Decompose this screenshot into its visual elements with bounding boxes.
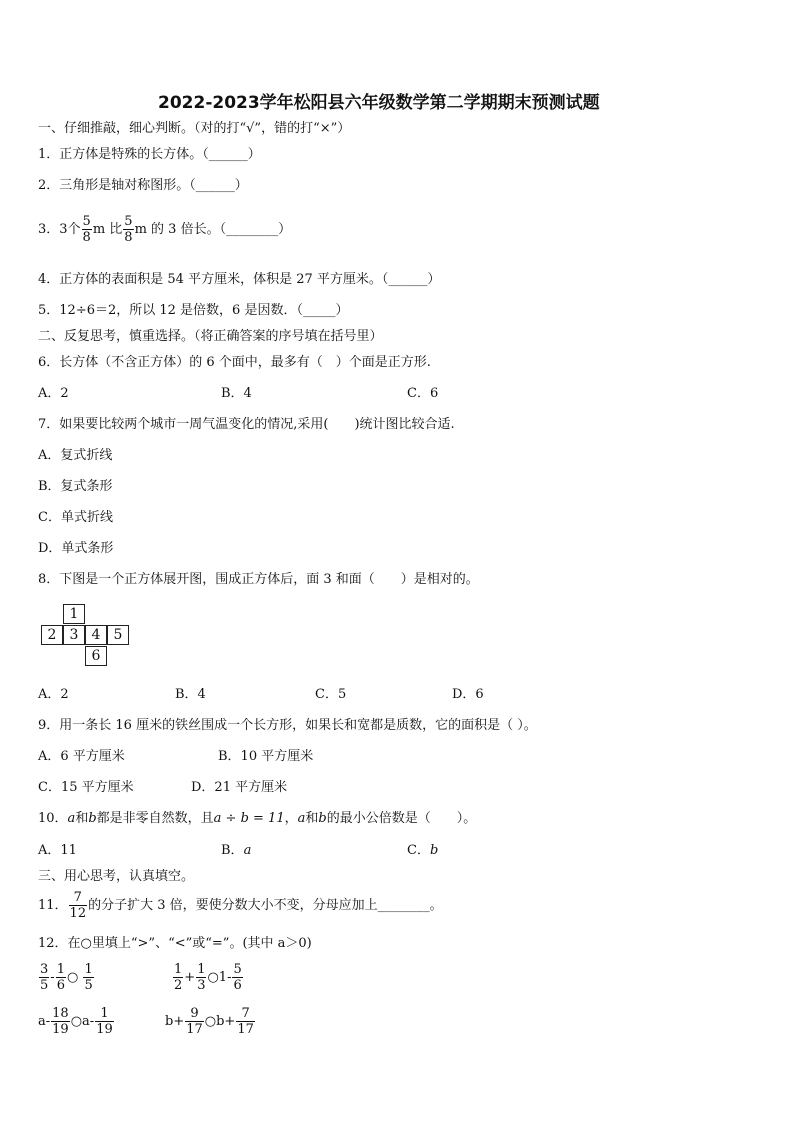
q10-option-b: B．a <box>221 843 252 858</box>
q6-option-a: A．2 <box>38 386 69 401</box>
q3-text-a: 3．3个 <box>38 222 81 237</box>
q12-expression-4: b+ $\frac{9}{17}$ ○b+ $\frac{7}{17}$ <box>165 1006 254 1037</box>
question-9: 9．用一条长 16 厘米的铁丝围成一个长方形，如果长和宽都是质数，它的面积是（ ）。 <box>38 718 537 733</box>
q12-expression-2: $\frac{1}{2}$ + $\frac{1}{3}$ ○1- $\frac{5}{6}$ <box>174 962 242 993</box>
section-3-heading: 三、用心思考，认真填空。 <box>38 869 195 884</box>
question-8: 8．下图是一个正方体展开图，围成正方体后，面 3 和面（ ）是相对的。 <box>38 572 479 587</box>
q8-option-a: A．2 <box>38 687 69 702</box>
section-1-heading: 一、仔细推敲，细心判断。（对的打“√”，错的打“×”） <box>38 121 351 136</box>
net-face: 6 <box>85 646 107 666</box>
question-5: 5．12÷6＝2，所以 12 是倍数，6 是因数．（_____） <box>38 303 349 318</box>
q9-option-b: B．10 平方厘米 <box>218 749 314 764</box>
question-4: 4．正方体的表面积是 54 平方厘米，体积是 27 平方厘米。（______） <box>38 272 441 287</box>
question-11: 11． $\frac{7}{12}$ 的分子扩大 3 倍，要使分数大小不变，分母应加上________。 <box>38 890 443 921</box>
q6-option-b: B．4 <box>221 386 252 401</box>
fraction: $\frac{5}{8}$ <box>82 214 91 245</box>
question-7: 7．如果要比较两个城市一周气温变化的情况,采用( )统计图比较合适. <box>38 417 455 432</box>
q8-option-d: D．6 <box>452 687 484 702</box>
q12-expression-3: a- $\frac{18}{19}$ ○a- $\frac{1}{19}$ <box>38 1006 113 1037</box>
q10-option-c: C．b <box>407 843 439 858</box>
q9-option-c: C．15 平方厘米 <box>38 780 134 795</box>
net-face: 2 <box>41 625 63 645</box>
q9-option-d: D．21 平方厘米 <box>191 780 288 795</box>
question-3 <box>38 214 291 245</box>
fraction: $\frac{5}{8}$ <box>124 214 133 245</box>
question-10: 10．a和b都是非零自然数，且a ÷ b = 11，a和b的最小公倍数是（ ）。 <box>38 811 477 826</box>
q10-option-a: A．11 <box>38 843 77 858</box>
net-face: 4 <box>85 625 107 645</box>
question-12: 12．在○里填上“>”、“<”或“=”。(其中 a＞0) <box>38 936 312 951</box>
cube-net-diagram <box>41 604 133 668</box>
q7-option-d: D．单式条形 <box>38 541 114 556</box>
q6-option-c: C．6 <box>407 386 439 401</box>
q3-text-c: m 的 3 倍长。（________） <box>134 222 292 237</box>
q8-option-b: B．4 <box>175 687 206 702</box>
question-1: 1．正方体是特殊的长方体。（______） <box>38 147 261 162</box>
page-title: 2022-2023学年松阳县六年级数学第二学期期末预测试题 <box>158 93 600 113</box>
question-6: 6．长方体（不含正方体）的 6 个面中，最多有（ ）个面是正方形. <box>38 355 431 370</box>
q7-option-a: A．复式折线 <box>38 448 113 463</box>
q9-option-a: A．6 平方厘米 <box>38 749 125 764</box>
question-2: 2．三角形是轴对称图形。（______） <box>38 178 248 193</box>
q7-option-c: C．单式折线 <box>38 510 113 525</box>
fraction: $\frac{7}{12}$ <box>69 890 87 921</box>
q12-expression-1: $\frac{3}{5}$ - $\frac{1}{6}$ ○ $\frac{1}{5}$ <box>40 962 93 993</box>
q3-text-b: m 比 <box>92 222 123 237</box>
q7-option-b: B．复式条形 <box>38 479 113 494</box>
section-2-heading: 二、反复思考，慎重选择。（将正确答案的序号填在括号里） <box>38 329 383 344</box>
net-face: 1 <box>63 604 85 624</box>
q8-option-c: C．5 <box>315 687 347 702</box>
net-face: 3 <box>63 625 85 645</box>
net-face: 5 <box>107 625 129 645</box>
